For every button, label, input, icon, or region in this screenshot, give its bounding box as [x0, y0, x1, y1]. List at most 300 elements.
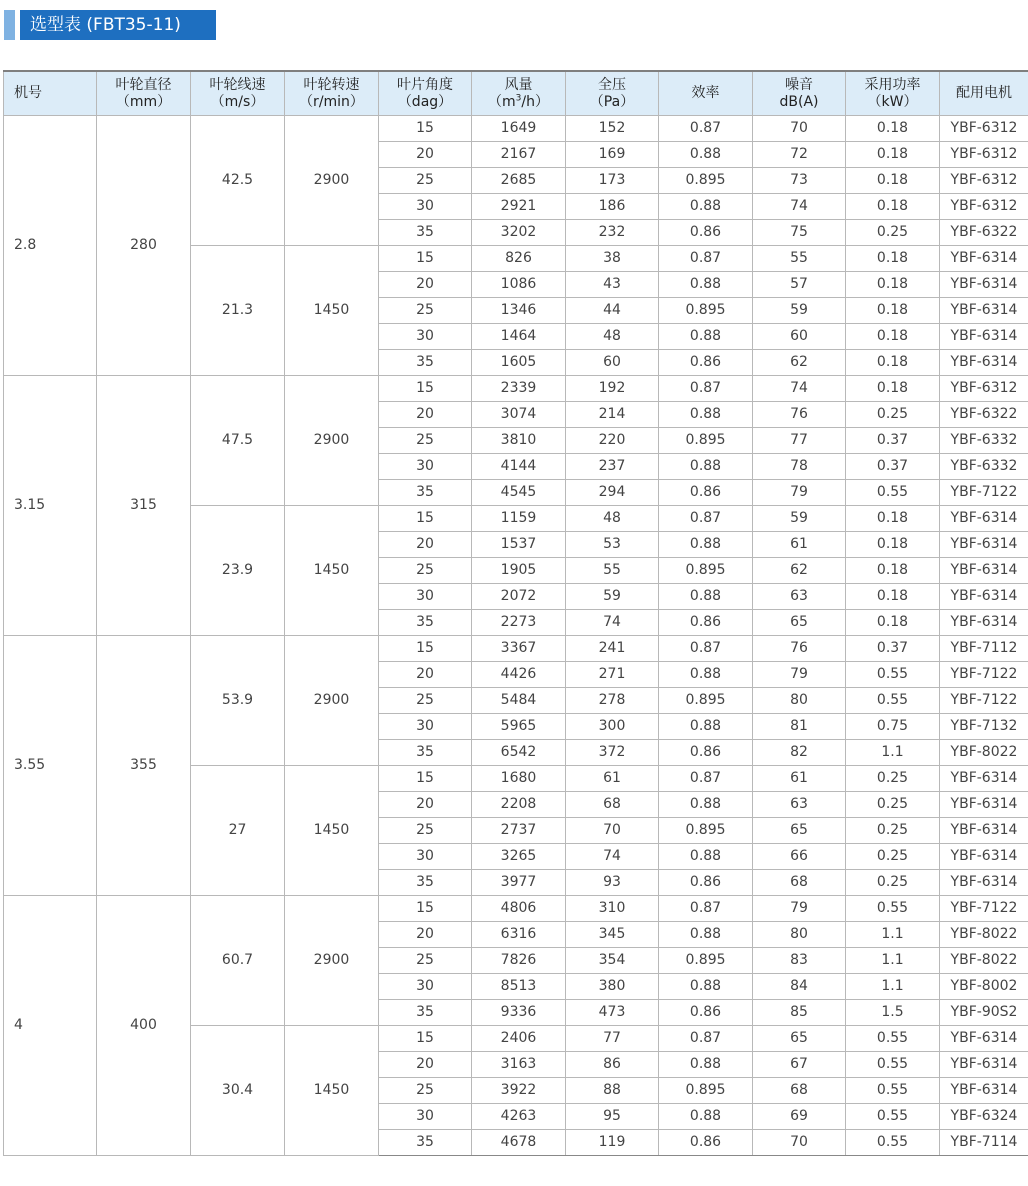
data-cell: YBF-6314 [940, 298, 1028, 324]
data-cell: 3265 [472, 844, 566, 870]
data-cell: 3977 [472, 870, 566, 896]
data-cell: YBF-8002 [940, 974, 1028, 1000]
column-header-unit: $(m^3/h)$ [488, 92, 549, 110]
data-cell: 83 [753, 948, 846, 974]
data-cell: 345 [566, 922, 659, 948]
column-header-unit: （kW） [867, 93, 918, 110]
data-cell: 7826 [472, 948, 566, 974]
data-cell: 1.1 [846, 948, 940, 974]
data-cell: 38 [566, 246, 659, 272]
data-cell: 271 [566, 662, 659, 688]
velocity-cell: 42.5 [191, 116, 285, 246]
data-cell: YBF-7122 [940, 688, 1028, 714]
column-header-label: 叶轮直径 [115, 76, 172, 93]
data-cell: 0.18 [846, 506, 940, 532]
data-cell: 25 [379, 948, 472, 974]
data-cell: YBF-8022 [940, 740, 1028, 766]
data-cell: 173 [566, 168, 659, 194]
data-cell: 1086 [472, 272, 566, 298]
data-cell: 0.55 [846, 896, 940, 922]
data-cell: 69 [753, 1104, 846, 1130]
column-header-label: 机号 [14, 85, 42, 101]
data-cell: 0.18 [846, 376, 940, 402]
data-cell: 30 [379, 194, 472, 220]
column-header-label: 全压 [598, 76, 626, 93]
data-cell: YBF-6312 [940, 116, 1028, 142]
data-cell: 0.18 [846, 584, 940, 610]
data-cell: 232 [566, 220, 659, 246]
data-cell: 0.88 [659, 194, 753, 220]
data-cell: 473 [566, 1000, 659, 1026]
data-cell: 152 [566, 116, 659, 142]
data-cell: 0.88 [659, 142, 753, 168]
data-cell: 25 [379, 1078, 472, 1104]
model-cell: 4 [4, 896, 97, 1156]
data-cell: 70 [566, 818, 659, 844]
column-header [846, 71, 940, 116]
data-cell: 57 [753, 272, 846, 298]
data-cell: YBF-6314 [940, 844, 1028, 870]
data-cell: 0.18 [846, 350, 940, 376]
data-cell: 61 [753, 766, 846, 792]
data-cell: 15 [379, 896, 472, 922]
data-cell: 77 [753, 428, 846, 454]
data-cell: 63 [753, 584, 846, 610]
table-body [4, 116, 1028, 1156]
data-cell: 79 [753, 896, 846, 922]
data-cell: 30 [379, 714, 472, 740]
data-cell: 15 [379, 506, 472, 532]
data-cell: 0.55 [846, 662, 940, 688]
data-cell: 88 [566, 1078, 659, 1104]
data-cell: 20 [379, 792, 472, 818]
data-cell: 66 [753, 844, 846, 870]
data-cell: 76 [753, 636, 846, 662]
data-cell: 0.87 [659, 246, 753, 272]
data-cell: 72 [753, 142, 846, 168]
data-cell: 0.87 [659, 506, 753, 532]
data-cell: 15 [379, 766, 472, 792]
data-cell: 61 [566, 766, 659, 792]
data-cell: 1537 [472, 532, 566, 558]
data-cell: 0.55 [846, 688, 940, 714]
rpm-cell: 2900 [285, 376, 379, 506]
data-cell: 0.88 [659, 1104, 753, 1130]
data-cell: 0.895 [659, 298, 753, 324]
column-header-label: 叶轮转速 [303, 76, 360, 93]
table-row [4, 896, 1028, 922]
data-cell: 0.18 [846, 194, 940, 220]
data-cell: 372 [566, 740, 659, 766]
data-cell: 0.87 [659, 1026, 753, 1052]
selection-table [3, 70, 1028, 1156]
data-cell: 55 [566, 558, 659, 584]
data-cell: 35 [379, 740, 472, 766]
data-cell: 85 [753, 1000, 846, 1026]
data-cell: 0.895 [659, 688, 753, 714]
data-cell: 43 [566, 272, 659, 298]
data-cell: 0.87 [659, 766, 753, 792]
data-cell: 0.18 [846, 298, 940, 324]
data-cell: 0.18 [846, 142, 940, 168]
rpm-cell: 2900 [285, 636, 379, 766]
data-cell: 30 [379, 1104, 472, 1130]
data-cell: 30 [379, 454, 472, 480]
data-cell: 0.25 [846, 870, 940, 896]
data-cell: 9336 [472, 1000, 566, 1026]
data-cell: 35 [379, 870, 472, 896]
data-cell: 6542 [472, 740, 566, 766]
data-cell: 79 [753, 662, 846, 688]
data-cell: 192 [566, 376, 659, 402]
data-cell: 826 [472, 246, 566, 272]
data-cell: 0.87 [659, 116, 753, 142]
data-cell: 0.88 [659, 402, 753, 428]
rpm-cell: 1450 [285, 1026, 379, 1156]
data-cell: 75 [753, 220, 846, 246]
data-cell: 0.18 [846, 610, 940, 636]
data-cell: 0.895 [659, 168, 753, 194]
data-cell: 74 [753, 376, 846, 402]
data-cell: 2921 [472, 194, 566, 220]
velocity-cell: 23.9 [191, 506, 285, 636]
data-cell: YBF-6314 [940, 350, 1028, 376]
data-cell: 0.88 [659, 272, 753, 298]
data-cell: YBF-90S2 [940, 1000, 1028, 1026]
data-cell: 25 [379, 558, 472, 584]
column-header-unit: （mm） [115, 93, 172, 110]
data-cell: 1.1 [846, 974, 940, 1000]
data-cell: 35 [379, 1130, 472, 1156]
data-cell: YBF-7112 [940, 636, 1028, 662]
data-cell: 0.18 [846, 116, 940, 142]
data-cell: YBF-7122 [940, 662, 1028, 688]
data-cell: 0.87 [659, 376, 753, 402]
data-cell: 3202 [472, 220, 566, 246]
diameter-cell: 355 [97, 636, 191, 896]
rpm-cell: 1450 [285, 506, 379, 636]
data-cell: 1.5 [846, 1000, 940, 1026]
rpm-cell: 1450 [285, 246, 379, 376]
data-cell: 0.18 [846, 272, 940, 298]
data-cell: 30 [379, 844, 472, 870]
data-cell: 0.25 [846, 220, 940, 246]
data-cell: 2339 [472, 376, 566, 402]
data-cell: 354 [566, 948, 659, 974]
data-cell: 1.1 [846, 740, 940, 766]
column-header [285, 71, 379, 116]
data-cell: 1.1 [846, 922, 940, 948]
data-cell: YBF-6314 [940, 1078, 1028, 1104]
data-cell: 30 [379, 974, 472, 1000]
data-cell: 0.25 [846, 792, 940, 818]
data-cell: 1680 [472, 766, 566, 792]
data-cell: 0.895 [659, 558, 753, 584]
data-cell: 2208 [472, 792, 566, 818]
data-cell: 95 [566, 1104, 659, 1130]
data-cell: 0.75 [846, 714, 940, 740]
data-cell: YBF-6332 [940, 454, 1028, 480]
data-cell: 310 [566, 896, 659, 922]
data-cell: 78 [753, 454, 846, 480]
data-cell: 59 [753, 506, 846, 532]
data-cell: 0.37 [846, 454, 940, 480]
title-accent-block [4, 10, 15, 40]
data-cell: 237 [566, 454, 659, 480]
velocity-cell: 53.9 [191, 636, 285, 766]
data-cell: 0.55 [846, 1130, 940, 1156]
model-cell: 2.8 [4, 116, 97, 376]
data-cell: 80 [753, 922, 846, 948]
column-header-label: 噪音 [785, 76, 813, 93]
data-cell: YBF-7132 [940, 714, 1028, 740]
data-cell: 0.25 [846, 402, 940, 428]
data-cell: YBF-6314 [940, 792, 1028, 818]
data-cell: 65 [753, 818, 846, 844]
data-cell: 0.18 [846, 324, 940, 350]
velocity-cell: 47.5 [191, 376, 285, 506]
data-cell: 25 [379, 428, 472, 454]
data-cell: YBF-6314 [940, 1052, 1028, 1078]
data-cell: YBF-8022 [940, 922, 1028, 948]
data-cell: 74 [566, 610, 659, 636]
diameter-cell: 280 [97, 116, 191, 376]
data-cell: 0.25 [846, 766, 940, 792]
data-cell: YBF-6314 [940, 766, 1028, 792]
data-cell: 0.25 [846, 818, 940, 844]
data-cell: YBF-6322 [940, 402, 1028, 428]
data-cell: 35 [379, 610, 472, 636]
section-title-bar [4, 10, 216, 40]
column-header-unit: （m/s） [210, 93, 265, 110]
table-row [4, 636, 1028, 662]
data-cell: 0.55 [846, 1078, 940, 1104]
data-cell: 0.895 [659, 818, 753, 844]
data-cell: 20 [379, 532, 472, 558]
column-header [97, 71, 191, 116]
data-cell: 30 [379, 324, 472, 350]
data-cell: 62 [753, 558, 846, 584]
data-cell: YBF-6314 [940, 870, 1028, 896]
model-cell: 3.15 [4, 376, 97, 636]
data-cell: YBF-6314 [940, 610, 1028, 636]
column-header-unit: dB(A) [779, 93, 819, 110]
data-cell: 2072 [472, 584, 566, 610]
data-cell: 0.86 [659, 1000, 753, 1026]
data-cell: 1464 [472, 324, 566, 350]
data-cell: 0.88 [659, 714, 753, 740]
data-cell: YBF-6314 [940, 818, 1028, 844]
data-cell: 76 [753, 402, 846, 428]
data-cell: 15 [379, 1026, 472, 1052]
data-cell: 0.55 [846, 480, 940, 506]
data-cell: 2273 [472, 610, 566, 636]
data-cell: 35 [379, 350, 472, 376]
data-cell: YBF-6314 [940, 584, 1028, 610]
data-cell: 4426 [472, 662, 566, 688]
data-cell: 80 [753, 688, 846, 714]
data-cell: YBF-6324 [940, 1104, 1028, 1130]
data-cell: YBF-6332 [940, 428, 1028, 454]
data-cell: 0.87 [659, 636, 753, 662]
data-cell: 1649 [472, 116, 566, 142]
data-cell: 1346 [472, 298, 566, 324]
data-cell: 48 [566, 506, 659, 532]
data-cell: 0.88 [659, 844, 753, 870]
data-cell: 1159 [472, 506, 566, 532]
data-cell: 82 [753, 740, 846, 766]
data-cell: 300 [566, 714, 659, 740]
data-cell: 20 [379, 402, 472, 428]
velocity-cell: 21.3 [191, 246, 285, 376]
data-cell: YBF-6314 [940, 1026, 1028, 1052]
data-cell: YBF-7122 [940, 480, 1028, 506]
data-cell: 186 [566, 194, 659, 220]
data-cell: 0.88 [659, 584, 753, 610]
data-cell: 0.18 [846, 246, 940, 272]
data-cell: 35 [379, 480, 472, 506]
data-cell: 0.37 [846, 428, 940, 454]
data-cell: 65 [753, 610, 846, 636]
data-cell: 20 [379, 662, 472, 688]
data-cell: 68 [566, 792, 659, 818]
column-header [4, 71, 97, 116]
column-header-unit: （dag） [397, 93, 453, 110]
data-cell: 61 [753, 532, 846, 558]
data-cell: 79 [753, 480, 846, 506]
data-cell: 0.895 [659, 948, 753, 974]
data-cell: 60 [753, 324, 846, 350]
data-cell: 0.86 [659, 480, 753, 506]
data-cell: 3074 [472, 402, 566, 428]
data-cell: 20 [379, 142, 472, 168]
data-cell: 4545 [472, 480, 566, 506]
data-cell: 3367 [472, 636, 566, 662]
data-cell: YBF-6312 [940, 142, 1028, 168]
column-header-unit: （r/min） [299, 93, 364, 110]
page-title: 选型表 (FBT35-11) [20, 10, 216, 40]
data-cell: 0.88 [659, 662, 753, 688]
data-cell: 15 [379, 246, 472, 272]
data-cell: 74 [753, 194, 846, 220]
data-cell: 119 [566, 1130, 659, 1156]
data-cell: 241 [566, 636, 659, 662]
data-cell: 70 [753, 116, 846, 142]
data-cell: 0.86 [659, 610, 753, 636]
column-header-label: 采用功率 [864, 76, 921, 93]
data-cell: 55 [753, 246, 846, 272]
data-cell: 67 [753, 1052, 846, 1078]
diameter-cell: 400 [97, 896, 191, 1156]
data-cell: 65 [753, 1026, 846, 1052]
column-header [753, 71, 846, 116]
data-cell: 73 [753, 168, 846, 194]
data-cell: 0.25 [846, 844, 940, 870]
column-header [191, 71, 285, 116]
data-cell: 8513 [472, 974, 566, 1000]
data-cell: 68 [753, 870, 846, 896]
data-cell: 35 [379, 1000, 472, 1026]
data-cell: YBF-7122 [940, 896, 1028, 922]
data-cell: 0.88 [659, 792, 753, 818]
table-row [4, 116, 1028, 142]
data-cell: 0.88 [659, 922, 753, 948]
data-cell: 77 [566, 1026, 659, 1052]
data-cell: 86 [566, 1052, 659, 1078]
data-cell: 0.895 [659, 1078, 753, 1104]
data-cell: 20 [379, 272, 472, 298]
data-cell: 15 [379, 116, 472, 142]
data-cell: 93 [566, 870, 659, 896]
data-cell: 169 [566, 142, 659, 168]
velocity-cell: 30.4 [191, 1026, 285, 1156]
data-cell: YBF-6314 [940, 506, 1028, 532]
data-cell: YBF-6314 [940, 246, 1028, 272]
data-cell: 48 [566, 324, 659, 350]
data-cell: 0.88 [659, 324, 753, 350]
data-cell: 2737 [472, 818, 566, 844]
data-cell: 62 [753, 350, 846, 376]
data-cell: 220 [566, 428, 659, 454]
data-cell: 0.55 [846, 1052, 940, 1078]
data-cell: 2406 [472, 1026, 566, 1052]
data-cell: 0.86 [659, 1130, 753, 1156]
data-cell: 0.895 [659, 428, 753, 454]
column-header [379, 71, 472, 116]
column-header-unit: （Pa） [589, 93, 635, 110]
data-cell: 4263 [472, 1104, 566, 1130]
data-cell: 0.55 [846, 1026, 940, 1052]
data-cell: 15 [379, 636, 472, 662]
data-cell: 0.55 [846, 1104, 940, 1130]
data-cell: 0.37 [846, 636, 940, 662]
velocity-cell: 60.7 [191, 896, 285, 1026]
data-cell: 2685 [472, 168, 566, 194]
column-header-label: 效率 [691, 85, 720, 101]
column-header-label: 叶片角度 [397, 76, 453, 93]
data-cell: 0.88 [659, 532, 753, 558]
data-cell: 30 [379, 584, 472, 610]
data-cell: 20 [379, 1052, 472, 1078]
model-cell: 3.55 [4, 636, 97, 896]
data-cell: 20 [379, 922, 472, 948]
column-header [566, 71, 659, 116]
data-cell: 0.18 [846, 532, 940, 558]
data-cell: 0.86 [659, 870, 753, 896]
table-row [4, 376, 1028, 402]
data-cell: 59 [753, 298, 846, 324]
data-cell: 294 [566, 480, 659, 506]
data-cell: 4806 [472, 896, 566, 922]
diameter-cell: 315 [97, 376, 191, 636]
data-cell: YBF-6314 [940, 272, 1028, 298]
data-cell: 59 [566, 584, 659, 610]
column-header [940, 71, 1028, 116]
column-header [659, 71, 753, 116]
data-cell: 63 [753, 792, 846, 818]
data-cell: 0.86 [659, 350, 753, 376]
data-cell: 3810 [472, 428, 566, 454]
data-cell: 68 [753, 1078, 846, 1104]
rpm-cell: 1450 [285, 766, 379, 896]
rpm-cell: 2900 [285, 896, 379, 1026]
data-cell: 0.88 [659, 1052, 753, 1078]
table-header-row [4, 71, 1028, 116]
data-cell: 25 [379, 688, 472, 714]
data-cell: 5965 [472, 714, 566, 740]
data-cell: 35 [379, 220, 472, 246]
data-cell: 4678 [472, 1130, 566, 1156]
